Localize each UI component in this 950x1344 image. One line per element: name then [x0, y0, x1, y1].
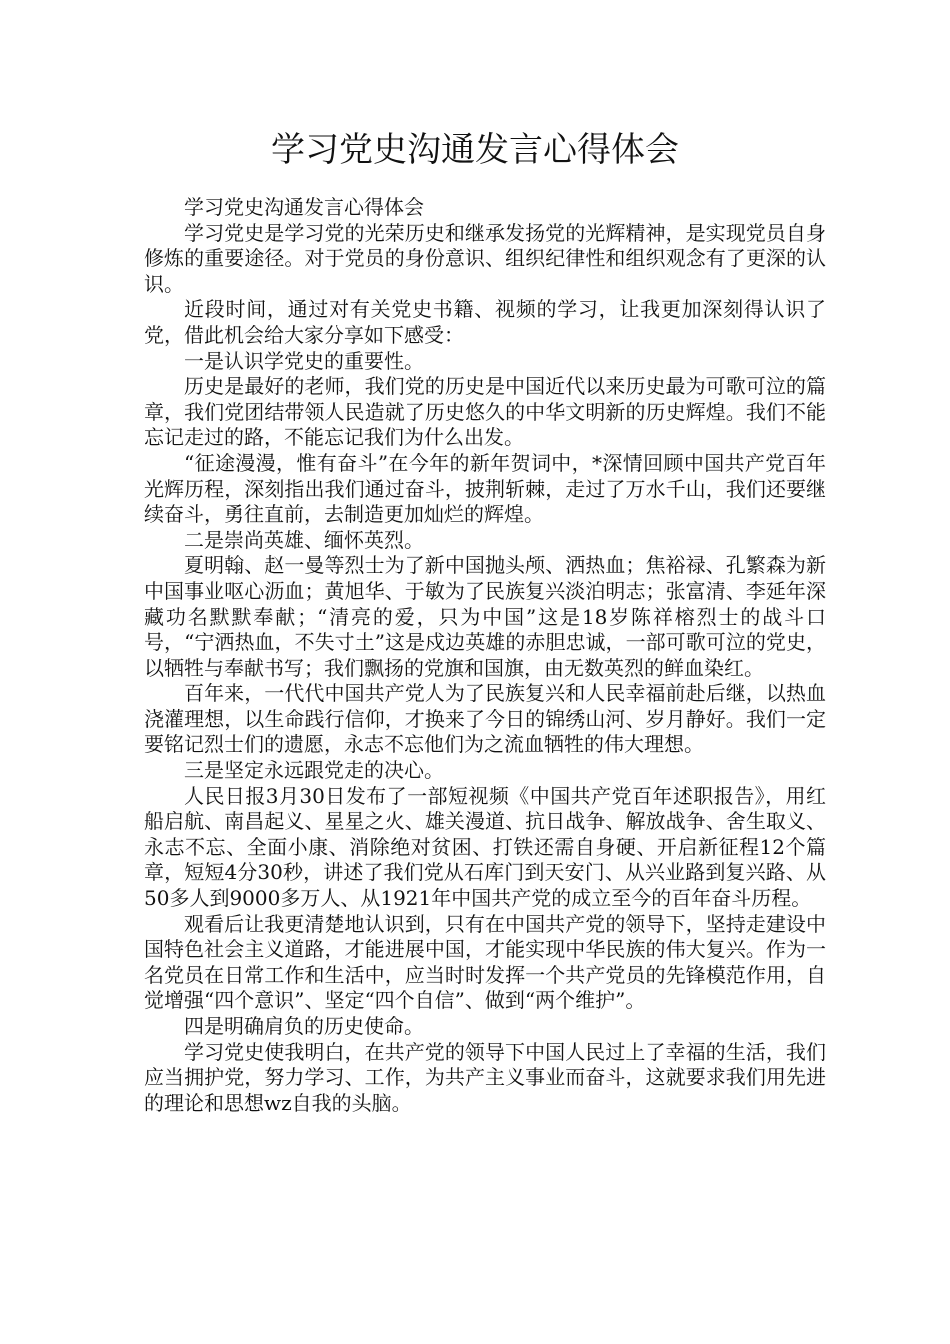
paragraph: 历史是最好的老师，我们党的历史是中国近代以来历史最为可歌可泣的篇章，我们党团结带领人民造就了历史悠久的中华文明新的历史辉煌。我们不能忘记走过的路，不能忘记我们为什么出发。: [144, 374, 826, 450]
paragraph: “征途漫漫，惟有奋斗”在今年的新年贺词中，*深情回顾中国共产党百年光辉历程，深刻指出我们通过奋斗，披荆斩棘，走过了万水千山，我们还要继续奋斗，勇往直前，去制造更加灿烂的辉煌。: [144, 450, 826, 527]
paragraph: 夏明翰、赵一曼等烈士为了新中国抛头颅、洒热血；焦裕禄、孔繁森为新中国事业呕心沥血；黄旭华、于敏为了民族复兴淡泊明志；张富清、李延年深藏功名默默奉献；“清亮的爱，只为中国”这是18岁陈祥榕烈士的战斗口号，“宁洒热血，不失寸土”这是戍边英雄的赤胆忠诚，一部可歌可泣的党史，以牺牲与奉献书写；我们飘扬的党旗和国旗，由无数英烈的鲜血染红。: [144, 553, 826, 680]
paragraph: 学习党史是学习党的光荣历史和继承发扬党的光辉精神，是实现党员自身修炼的重要途径。对于党员的身份意识、组织纪律性和组织观念有了更深的认识。: [144, 220, 826, 296]
paragraph: 学习党史使我明白，在共产党的领导下中国人民过上了幸福的生活，我们应当拥护党，努力学习、工作，为共产主义事业而奋斗，这就要求我们用先进的理论和思想wz自我的头脑。: [144, 1039, 826, 1115]
section-heading: 三是坚定永远跟党走的决心。: [184, 758, 444, 783]
section-heading: 四是明确肩负的历史使命。: [184, 1014, 424, 1038]
paragraph: 百年来，一代代中国共产党人为了民族复兴和人民幸福前赴后继，以热血浇灌理想，以生命践行信仰，才换来了今日的锦绣山河、岁月静好。我们一定要铭记烈士们的遗愿，永志不忘他们为之流血牺牲的伟大理想。: [144, 681, 826, 757]
paragraph: 人民日报3月30日发布了一部短视频《中国共产党百年述职报告》，用红船启航、南昌起义、星星之火、雄关漫道、抗日战争、解放战争、舍生取义、永志不忘、全面小康、消除绝对贫困、打铁还需自身硬、开启新征程12个篇章，短短4分30秒，讲述了我们党从石库门到天安门、从兴业路到复兴路、从50多人到9000多万人、从1921年中国共产党的成立至今的百年奋斗历程。: [144, 783, 826, 911]
document-title: 学习党史沟通发言心得体会: [271, 130, 679, 170]
paragraph-subtitle: 学习党史沟通发言心得体会: [184, 195, 424, 219]
section-heading: 一是认识学党史的重要性。: [184, 348, 424, 373]
document-body: [144, 195, 826, 1116]
section-heading: 二是崇尚英雄、缅怀英烈。: [184, 527, 424, 552]
paragraph: 观看后让我更清楚地认识到，只有在中国共产党的领导下，坚持走建设中国特色社会主义道路，才能进展中国，才能实现中华民族的伟大复兴。作为一名党员在日常工作和生活中，应当时时发挥一个共产党员的先锋模范作用，自觉增强“四个意识”、坚定“四个自信”、做到“两个维护”。: [144, 911, 826, 1013]
paragraph: 近段时间，通过对有关党史书籍、视频的学习，让我更加深刻得认识了党，借此机会给大家分享如下感受：: [144, 297, 826, 347]
